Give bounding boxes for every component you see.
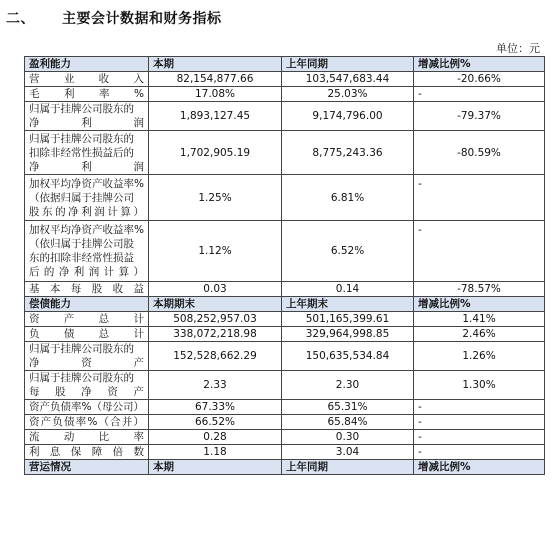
row-current: 67.33%	[149, 400, 282, 415]
section-number: 二、	[6, 11, 35, 27]
table-row	[25, 371, 545, 400]
row-label: 毛利率%	[25, 87, 149, 102]
header-cell-prior: 上年同期	[282, 460, 414, 475]
row-label: 资产总计	[25, 312, 149, 327]
table-row	[25, 400, 545, 415]
row-prior: 3.04	[282, 445, 414, 460]
row-prior: 501,165,399.61	[282, 312, 414, 327]
row-label: 归属于挂牌公司股东的净资产	[25, 342, 149, 371]
row-current: 1.12%	[149, 221, 282, 282]
row-label: 基本每股收益	[25, 282, 149, 297]
header-cell-prior: 上年同期	[282, 57, 414, 72]
row-label: 资产负债率%（母公司）	[25, 400, 149, 415]
financial-indicators-table	[24, 56, 545, 475]
table-row	[25, 175, 545, 221]
table-row	[25, 415, 545, 430]
header-cell-change: 增减比例%	[414, 57, 545, 72]
row-current: 1,893,127.45	[149, 102, 282, 131]
row-prior: 150,635,534.84	[282, 342, 414, 371]
table-row	[25, 342, 545, 371]
header-cell-category: 偿债能力	[25, 297, 149, 312]
row-current: 0.03	[149, 282, 282, 297]
row-current: 66.52%	[149, 415, 282, 430]
row-change: -	[414, 430, 545, 445]
table-row	[25, 221, 545, 282]
row-label: 加权平均净资产收益率%（依归属于挂牌公司股东的扣除非经常性损益后的净利润计算）	[25, 221, 149, 282]
row-change: -	[414, 415, 545, 430]
row-change: -80.59%	[414, 131, 545, 175]
table-row	[25, 102, 545, 131]
table-header-operations	[25, 460, 545, 475]
row-prior: 329,964,998.85	[282, 327, 414, 342]
table-header-solvency	[25, 297, 545, 312]
row-label: 负债总计	[25, 327, 149, 342]
unit-label: 单位：元	[496, 42, 540, 55]
table-row	[25, 430, 545, 445]
row-prior: 103,547,683.44	[282, 72, 414, 87]
row-current: 82,154,877.66	[149, 72, 282, 87]
header-cell-change: 增减比例%	[414, 460, 545, 475]
row-change: 2.46%	[414, 327, 545, 342]
header-cell-current: 本期期末	[149, 297, 282, 312]
table-row	[25, 312, 545, 327]
row-prior: 0.30	[282, 430, 414, 445]
header-cell-prior: 上年期末	[282, 297, 414, 312]
row-label: 资产负债率%（合并）	[25, 415, 149, 430]
header-cell-current: 本期	[149, 460, 282, 475]
table-row	[25, 131, 545, 175]
row-prior: 9,174,796.00	[282, 102, 414, 131]
row-current: 508,252,957.03	[149, 312, 282, 327]
table-row	[25, 445, 545, 460]
row-current: 2.33	[149, 371, 282, 400]
table-row	[25, 327, 545, 342]
row-prior: 2.30	[282, 371, 414, 400]
row-current: 17.08%	[149, 87, 282, 102]
table-header-profitability	[25, 57, 545, 72]
section-heading	[6, 8, 222, 28]
header-cell-category: 盈利能力	[25, 57, 149, 72]
row-change: -	[414, 221, 545, 282]
row-prior: 6.52%	[282, 221, 414, 282]
row-prior: 0.14	[282, 282, 414, 297]
row-label: 归属于挂牌公司股东的净利润	[25, 102, 149, 131]
row-change: -78.57%	[414, 282, 545, 297]
row-current: 1,702,905.19	[149, 131, 282, 175]
row-current: 338,072,218.98	[149, 327, 282, 342]
row-change: -	[414, 175, 545, 221]
row-label: 归属于挂牌公司股东的扣除非经常性损益后的净利润	[25, 131, 149, 175]
table-row	[25, 72, 545, 87]
row-prior: 65.31%	[282, 400, 414, 415]
row-change: -20.66%	[414, 72, 545, 87]
row-change: -79.37%	[414, 102, 545, 131]
row-label: 加权平均净资产收益率%（依据归属于挂牌公司股东的净利润计算）	[25, 175, 149, 221]
table-row	[25, 87, 545, 102]
row-label: 归属于挂牌公司股东的每股净资产	[25, 371, 149, 400]
row-label: 流动比率	[25, 430, 149, 445]
section-title: 主要会计数据和财务指标	[62, 11, 222, 27]
row-current: 1.18	[149, 445, 282, 460]
row-change: 1.26%	[414, 342, 545, 371]
row-change: -	[414, 445, 545, 460]
table-row	[25, 282, 545, 297]
row-change: 1.41%	[414, 312, 545, 327]
row-change: 1.30%	[414, 371, 545, 400]
row-label: 利息保障倍数	[25, 445, 149, 460]
row-current: 152,528,662.29	[149, 342, 282, 371]
row-prior: 25.03%	[282, 87, 414, 102]
row-change: -	[414, 87, 545, 102]
row-prior: 65.84%	[282, 415, 414, 430]
header-cell-category: 营运情况	[25, 460, 149, 475]
row-current: 0.28	[149, 430, 282, 445]
row-label: 营业收入	[25, 72, 149, 87]
header-cell-current: 本期	[149, 57, 282, 72]
row-prior: 6.81%	[282, 175, 414, 221]
row-current: 1.25%	[149, 175, 282, 221]
row-change: -	[414, 400, 545, 415]
row-prior: 8,775,243.36	[282, 131, 414, 175]
header-cell-change: 增减比例%	[414, 297, 545, 312]
